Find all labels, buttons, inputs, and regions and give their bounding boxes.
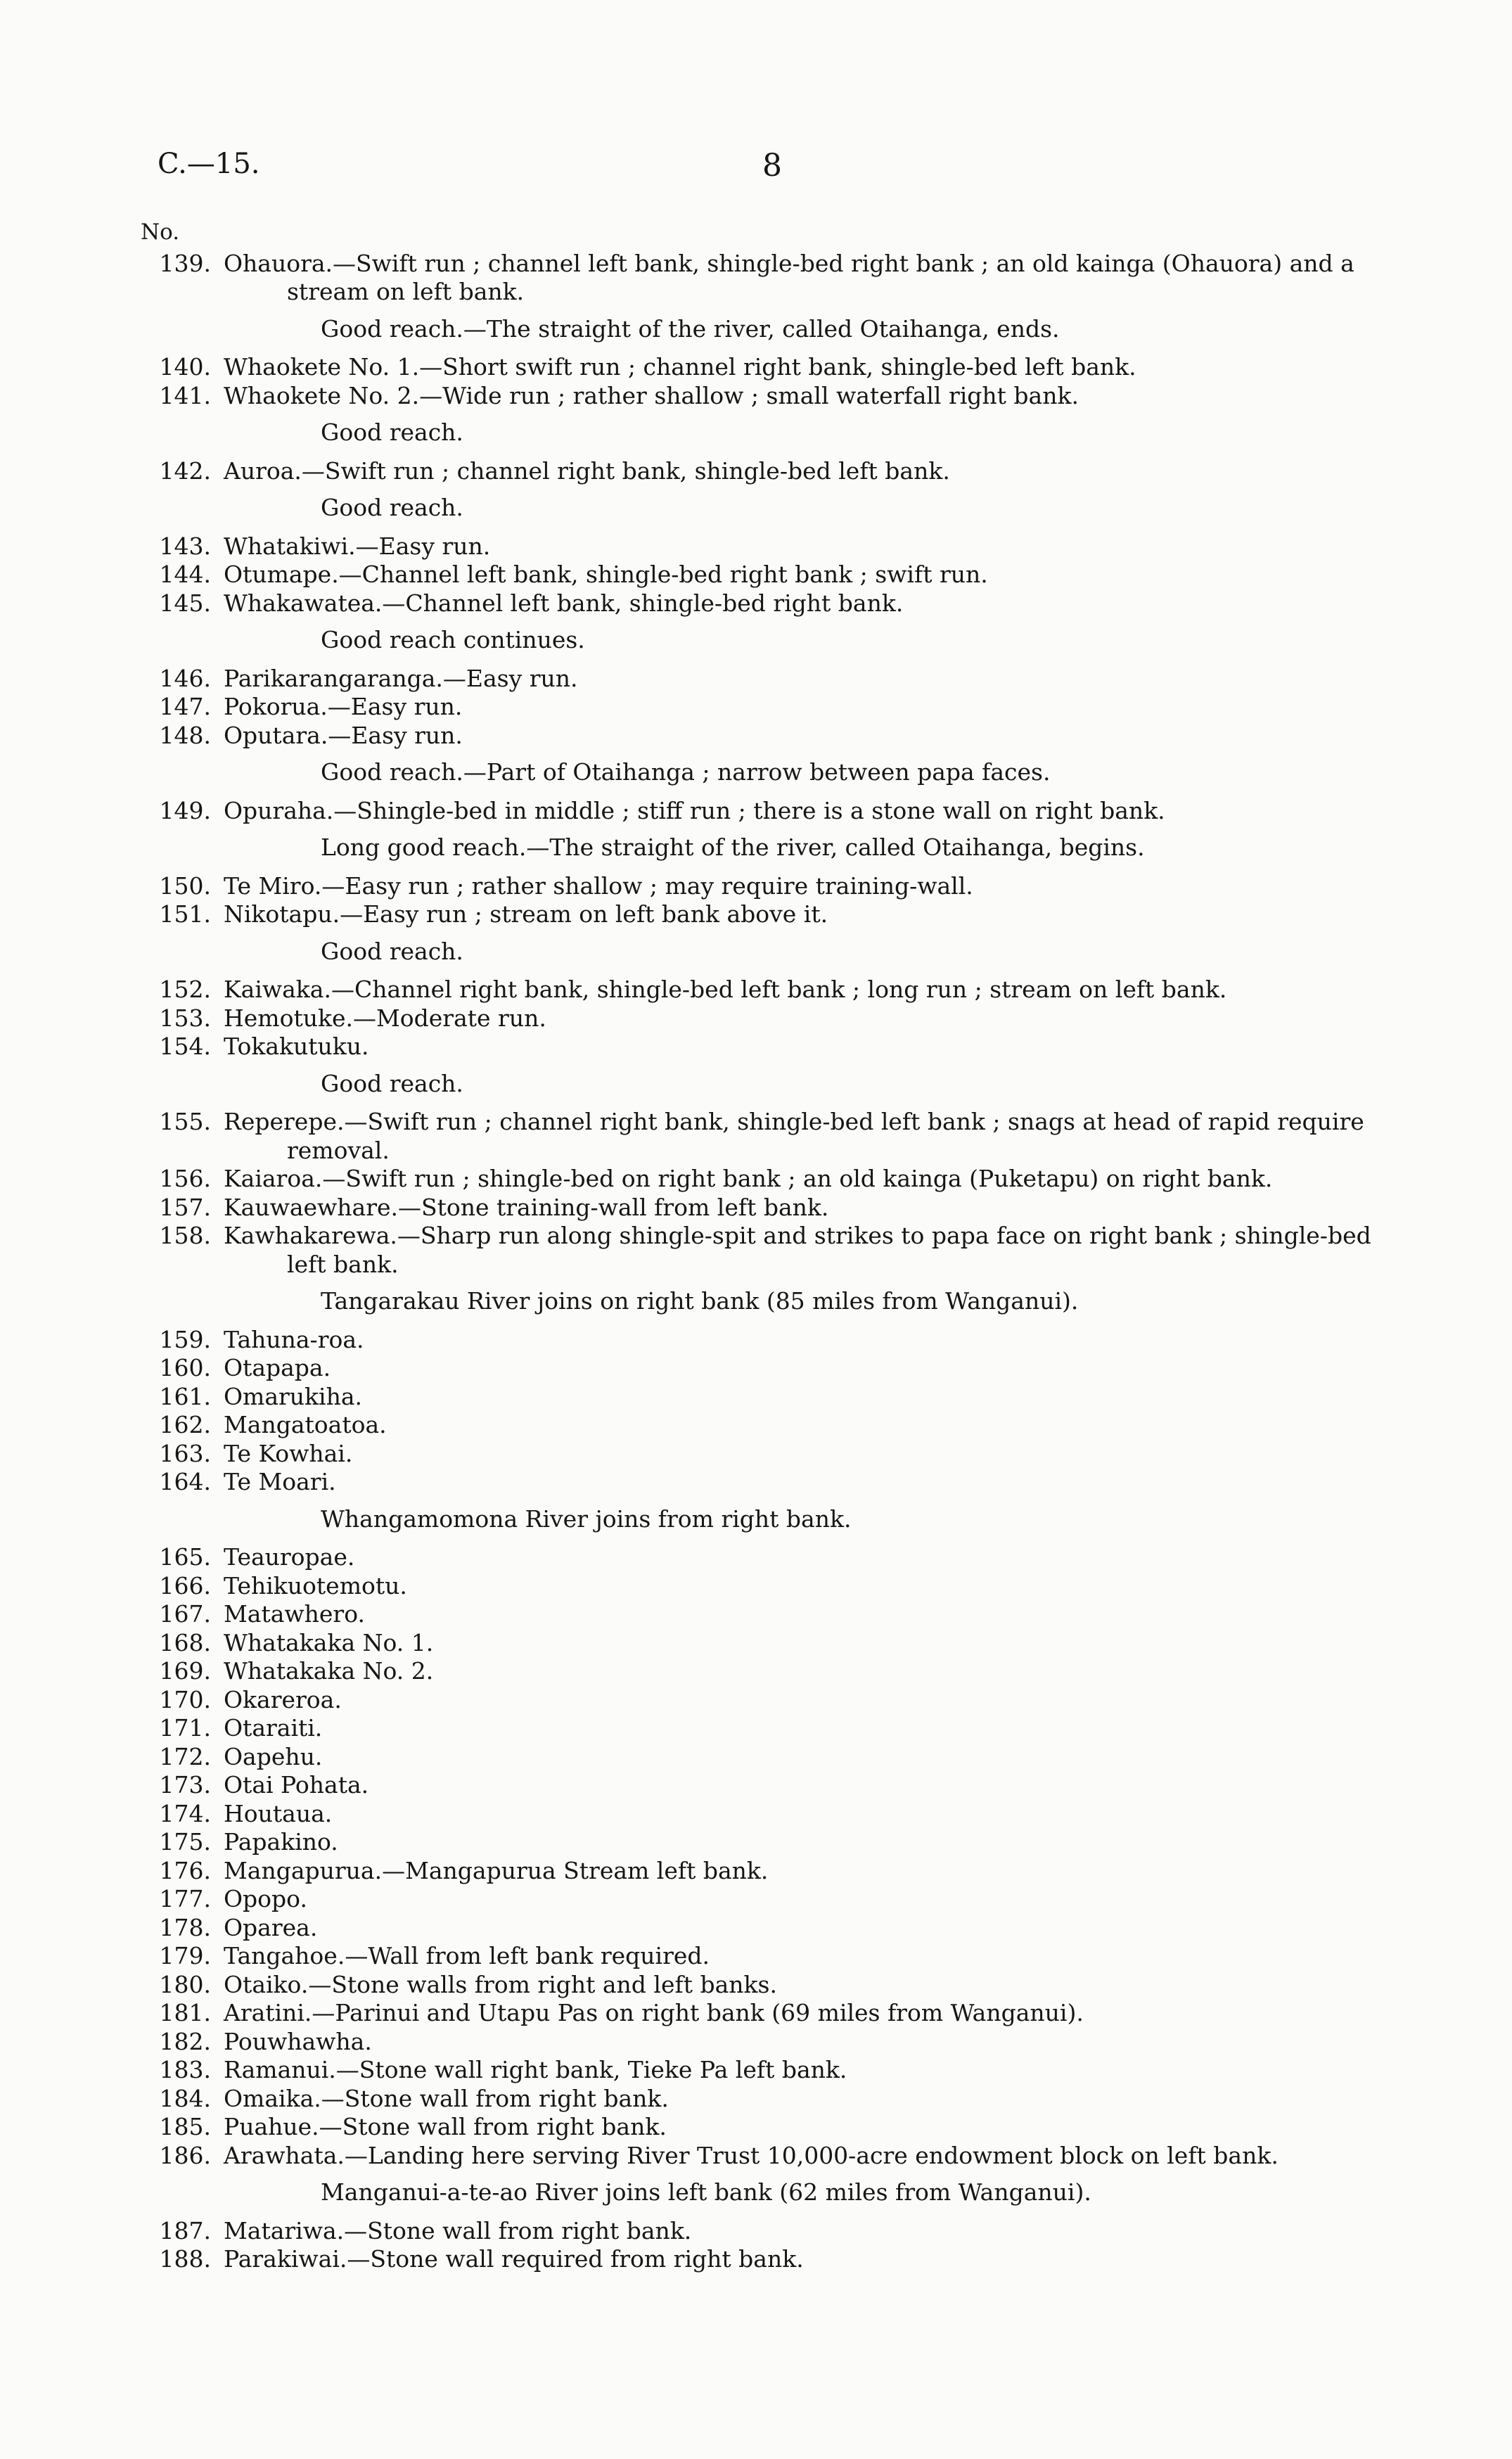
reach-note: Whangamomona River joins from right bank.: [321, 1505, 852, 1533]
entry-text: Tokakutuku.: [224, 1033, 369, 1060]
entry-number: 152.: [159, 976, 211, 1003]
list-item: [141, 1714, 1399, 1743]
entry-number: 180.: [159, 1970, 211, 1998]
number-column-label: No.: [141, 219, 180, 245]
entry-number: 149.: [159, 796, 211, 824]
entry-number: 158.: [159, 1222, 211, 1249]
list-item: [141, 1657, 1399, 1686]
list-item: [141, 2217, 1399, 2246]
entry-number: 175.: [159, 1828, 211, 1856]
list-item: [141, 353, 1399, 382]
list-item: [141, 1108, 1399, 1165]
entry-text: Pouwhawha.: [224, 2027, 372, 2055]
list-item: [141, 1033, 1399, 1061]
list-item: [141, 1600, 1399, 1629]
entry-text: Tehikuotemotu.: [224, 1571, 407, 1599]
entry-number: 156.: [159, 1165, 211, 1192]
entry-text: Parikarangaranga.—Easy run.: [224, 664, 578, 692]
entry-text: Whaokete No. 1.—Short swift run ; channel right bank, shingle-bed left bank.: [224, 353, 1136, 381]
entry-text: Hemotuke.—Moderate run.: [224, 1004, 546, 1032]
list-item: [141, 2245, 1399, 2274]
entry-text: Kawhakarewa.—Sharp run along shingle-spit and strikes to papa face on right bank ; shingle-bed left bank.: [224, 1222, 1371, 1278]
reach-note: Good reach.: [321, 937, 463, 965]
list-item: [141, 797, 1399, 826]
entry-text: Papakino.: [224, 1828, 338, 1856]
list-item: [141, 1857, 1399, 1886]
reach-note: Good reach.: [321, 494, 463, 521]
entry-text: Houtaua.: [224, 1799, 333, 1827]
entry-number: 172.: [159, 1742, 211, 1770]
list-item: [141, 693, 1399, 722]
entry-number: 184.: [159, 2084, 211, 2112]
list-item: [141, 1222, 1399, 1279]
entry-text: Whaokete No. 2.—Wide run ; rather shallow ; small waterfall right bank.: [224, 381, 1079, 409]
list-item: [141, 1743, 1399, 1772]
page-number: 8: [762, 148, 782, 184]
entry-number: 177.: [159, 1885, 211, 1912]
list-item: [141, 1971, 1399, 2000]
list-item: [141, 532, 1399, 561]
list-item: [141, 2085, 1399, 2114]
entry-text: Otaiko.—Stone walls from right and left banks.: [224, 1970, 777, 1998]
entry-number: 146.: [159, 664, 211, 692]
entry-number: 159.: [159, 1325, 211, 1353]
entry-text: Oapehu.: [224, 1742, 323, 1770]
list-item: [141, 457, 1399, 486]
entry-number: 176.: [159, 1856, 211, 1884]
list-item: [141, 1771, 1399, 1800]
entry-list: [141, 250, 1399, 2274]
entry-text: Okareroa.: [224, 1685, 342, 1713]
list-item: [141, 1942, 1399, 1971]
list-item: [141, 976, 1399, 1004]
entry-text: Teauropae.: [224, 1543, 355, 1571]
entry-text: Otumape.—Channel left bank, shingle-bed right bank ; swift run.: [224, 561, 988, 588]
entry-number: 181.: [159, 1999, 211, 2026]
list-item: [141, 1440, 1399, 1469]
entry-text: Kaiwaka.—Channel right bank, shingle-bed left bank ; long run ; stream on left bank.: [224, 976, 1227, 1003]
entry-number: 164.: [159, 1468, 211, 1495]
list-item: [141, 1999, 1399, 2028]
list-item: [141, 1326, 1399, 1355]
entry-number: 144.: [159, 561, 211, 588]
entry-text: Tangahoe.—Wall from left bank required.: [224, 1942, 710, 1969]
entry-number: 178.: [159, 1913, 211, 1941]
entry-text: Mangapurua.—Mangapurua Stream left bank.: [224, 1856, 769, 1884]
entry-number: 187.: [159, 2216, 211, 2244]
entry-text: Ohauora.—Swift run ; channel left bank, shingle-bed right bank ; an old kainga (Ohauora) and a stream on left bank.: [224, 249, 1354, 305]
entry-text: Nikotapu.—Easy run ; stream on left bank above it.: [224, 900, 828, 928]
list-item: [141, 872, 1399, 901]
entry-text: Otapapa.: [224, 1354, 331, 1381]
list-item: [141, 1004, 1399, 1033]
list-item: [141, 722, 1399, 751]
entry-number: 171.: [159, 1714, 211, 1742]
list-item: [141, 561, 1399, 589]
list-item: [141, 1885, 1399, 1914]
entry-number: 151.: [159, 900, 211, 928]
list-item: [141, 1629, 1399, 1658]
entry-text: Parakiwai.—Stone wall required from right bank.: [224, 2245, 804, 2273]
list-item: [141, 1383, 1399, 1412]
entry-text: Omaika.—Stone wall from right bank.: [224, 2084, 669, 2112]
entry-text: Auroa.—Swift run ; channel right bank, shingle-bed left bank.: [224, 456, 950, 485]
entry-number: 185.: [159, 2113, 211, 2140]
list-item: [141, 665, 1399, 694]
entry-number: 183.: [159, 2056, 211, 2083]
entry-number: 163.: [159, 1439, 211, 1467]
entry-number: 167.: [159, 1600, 211, 1628]
entry-number: 166.: [159, 1571, 211, 1599]
entry-number: 147.: [159, 693, 211, 720]
reach-note: Long good reach.—The straight of the river, called Otaihanga, begins.: [321, 833, 1145, 861]
entry-text: Arawhata.—Landing here serving River Trust 10,000-acre endowment block on left bank.: [224, 2141, 1279, 2169]
entry-text: Tahuna-roa.: [224, 1325, 364, 1353]
document-reference: C.—15.: [158, 148, 260, 180]
entry-number: 188.: [159, 2245, 211, 2273]
document-body: [141, 218, 1399, 2274]
list-item: [141, 1411, 1399, 1440]
entry-number: 155.: [159, 1108, 211, 1135]
entry-number: 141.: [159, 381, 211, 409]
entry-number: 179.: [159, 1942, 211, 1969]
list-item: [141, 1165, 1399, 1194]
entry-number: 157.: [159, 1193, 211, 1221]
entry-text: Te Moari.: [224, 1468, 336, 1495]
entry-text: Whakawatea.—Channel left bank, shingle-bed right bank.: [224, 589, 904, 617]
list-item: [141, 1828, 1399, 1857]
entry-number: 139.: [159, 249, 211, 277]
entry-text: Opopo.: [224, 1885, 307, 1912]
list-item: [141, 2056, 1399, 2085]
entry-number: 154.: [159, 1033, 211, 1060]
reach-note: Good reach.—Part of Otaihanga ; narrow between papa faces.: [321, 758, 1051, 786]
entry-number: 143.: [159, 532, 211, 560]
entry-number: 161.: [159, 1382, 211, 1410]
reach-note: Manganui-a-te-ao River joins left bank (62 miles from Wanganui).: [321, 2178, 1091, 2206]
entry-number: 165.: [159, 1543, 211, 1571]
entry-number: 140.: [159, 353, 211, 381]
entry-text: Matawhero.: [224, 1600, 365, 1628]
entry-number: 168.: [159, 1628, 211, 1656]
list-item: [141, 2142, 1399, 2171]
reach-note: Good reach.—The straight of the river, called Otaihanga, ends.: [321, 314, 1060, 343]
entry-text: Omarukiha.: [224, 1382, 363, 1410]
entry-text: Oputara.—Easy run.: [224, 721, 463, 749]
list-item: [141, 900, 1399, 929]
list-item: [141, 1468, 1399, 1497]
entry-text: Pokorua.—Easy run.: [224, 693, 463, 720]
entry-number: 173.: [159, 1771, 211, 1799]
entry-number: 153.: [159, 1004, 211, 1032]
reach-note: Good reach continues.: [321, 626, 585, 653]
entry-number: 160.: [159, 1354, 211, 1381]
entry-number: 174.: [159, 1799, 211, 1827]
entry-number: 145.: [159, 589, 211, 617]
entry-number: 162.: [159, 1411, 211, 1438]
list-item: [141, 1914, 1399, 1943]
list-item: [141, 250, 1399, 307]
entry-text: Kauwaewhare.—Stone training-wall from left bank.: [224, 1193, 829, 1221]
entry-number: 169.: [159, 1657, 211, 1685]
entry-text: Opuraha.—Shingle-bed in middle ; stiff run ; there is a stone wall on right bank.: [224, 796, 1165, 824]
entry-text: Mangatoatoa.: [224, 1411, 387, 1438]
entry-text: Whatakiwi.—Easy run.: [224, 532, 491, 560]
entry-text: Ramanui.—Stone wall right bank, Tieke Pa left bank.: [224, 2056, 847, 2083]
entry-text: Te Miro.—Easy run ; rather shallow ; may require training-wall.: [224, 871, 973, 900]
list-item: [141, 589, 1399, 618]
reach-note: Good reach.: [321, 419, 463, 446]
entry-number: 148.: [159, 721, 211, 749]
list-item: [141, 1686, 1399, 1715]
entry-text: Puahue.—Stone wall from right bank.: [224, 2113, 667, 2140]
list-item: [141, 1800, 1399, 1829]
list-item: [141, 1543, 1399, 1572]
entry-text: Oparea.: [224, 1913, 318, 1941]
reach-note: Good reach.: [321, 1069, 463, 1097]
entry-number: 186.: [159, 2141, 211, 2169]
entry-number: 182.: [159, 2027, 211, 2055]
list-item: [141, 1194, 1399, 1222]
entry-text: Aratini.—Parinui and Utapu Pas on right bank (69 miles from Wanganui).: [224, 1999, 1084, 2026]
entry-text: Reperepe.—Swift run ; channel right bank, shingle-bed left bank ; snags at head of rapid require removal.: [224, 1108, 1364, 1164]
entry-text: Otai Pohata.: [224, 1771, 369, 1799]
list-item: [141, 1354, 1399, 1383]
entry-number: 170.: [159, 1685, 211, 1713]
list-item: [141, 1572, 1399, 1601]
entry-text: Kaiaroa.—Swift run ; shingle-bed on right bank ; an old kainga (Puketapu) on right bank.: [224, 1165, 1273, 1192]
list-item: [141, 2113, 1399, 2142]
entry-text: Te Kowhai.: [224, 1439, 353, 1467]
entry-text: Whatakaka No. 2.: [224, 1657, 434, 1685]
entry-number: 142.: [159, 456, 211, 485]
entry-text: Otaraiti.: [224, 1714, 323, 1742]
list-item: [141, 2028, 1399, 2057]
page-header: [158, 148, 1494, 190]
entry-number: 150.: [159, 871, 211, 900]
list-item: [141, 382, 1399, 411]
reach-note: Tangarakau River joins on right bank (85 miles from Wanganui).: [321, 1287, 1079, 1315]
entry-text: Whatakaka No. 1.: [224, 1628, 434, 1656]
entry-text: Matariwa.—Stone wall from right bank.: [224, 2216, 692, 2244]
